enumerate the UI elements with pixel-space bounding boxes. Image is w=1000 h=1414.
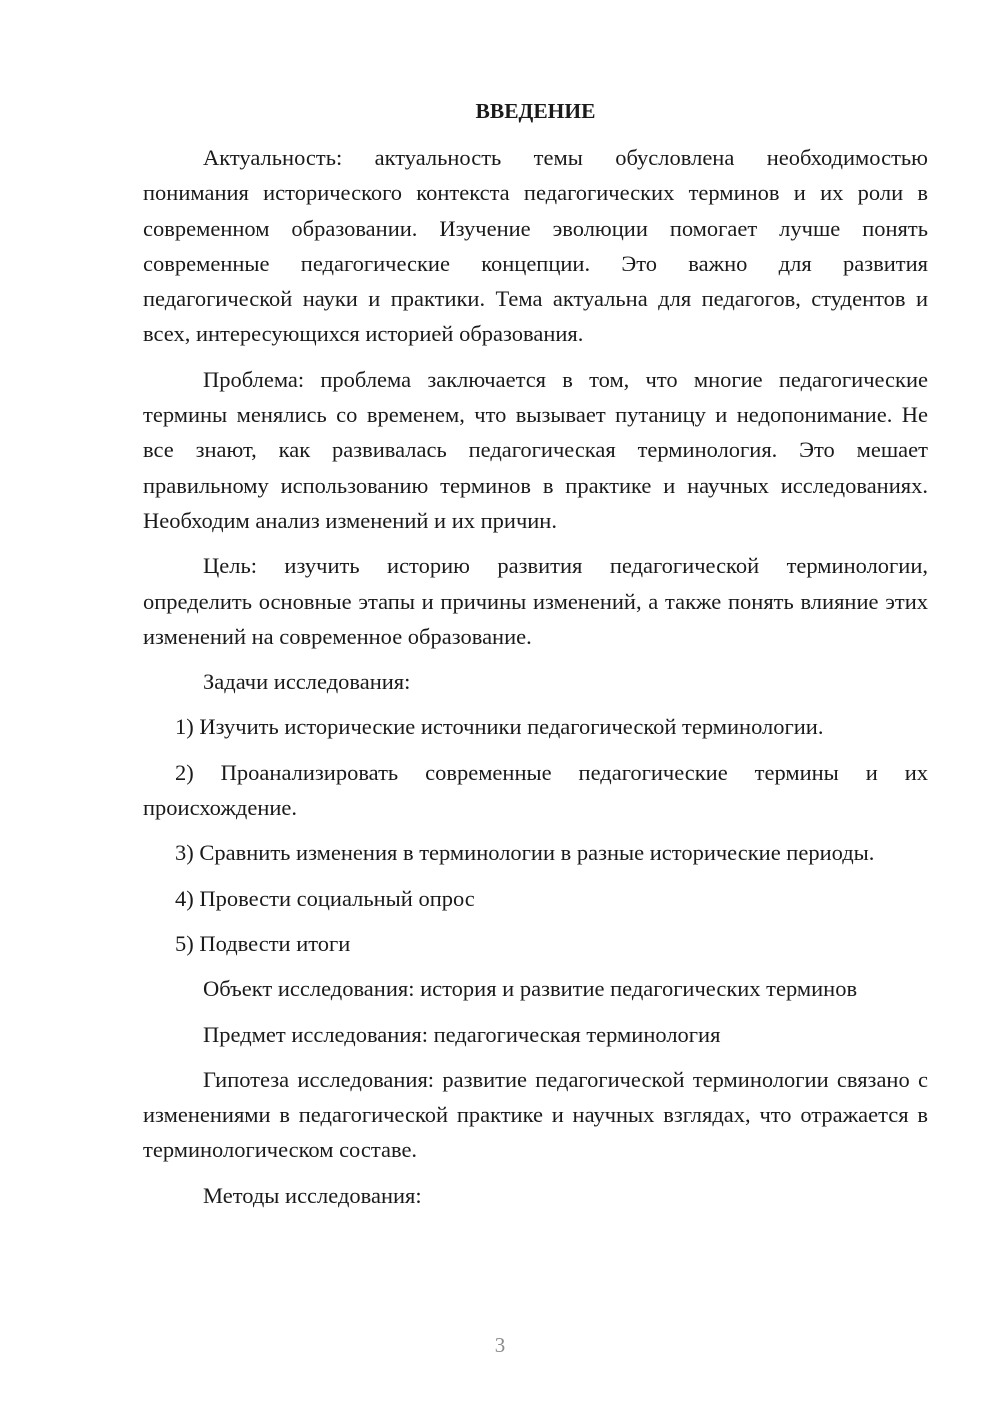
- relevance-paragraph: Актуальность: актуальность темы обусловлена необходимостью понимания исторического контекста педагогических терминов и их роли в современном образовании. Изучение эволюции помогает лучше понять современные педагогические концепции. Это важно для развития педагогической науки и практики. Тема актуальна для педагогов, студентов и всех, интересующихся историей образования.: [143, 145, 928, 347]
- document-page: [143, 94, 928, 1213]
- page-title: ВВЕДЕНИЕ: [475, 99, 596, 123]
- goal-paragraph: Цель: изучить историю развития педагогической терминологии, определить основные этапы и причины изменений, а также понять влияние этих изменений на современное образование.: [143, 553, 928, 649]
- hypothesis-paragraph: Гипотеза исследования: развитие педагогической терминологии связано с изменениями в педагогической практике и научных взглядах, что отражается в терминологическом составе.: [143, 1066, 928, 1163]
- task-item-4: 4) Провести социальный опрос: [175, 885, 475, 911]
- task-item-1: 1) Изучить исторические источники педагогической терминологии.: [175, 714, 824, 740]
- task-item-3: 3) Сравнить изменения в терминологии в разные исторические периоды.: [175, 840, 875, 866]
- problem-paragraph: Проблема: проблема заключается в том, что многие педагогические термины менялись со временем, что вызывает путаницу и недопонимание. Не все знают, как развивалась педагогическая терминология. Это мешает правильному использованию терминов в практике и научных исследованиях. Необходим анализ изменений и их причин.: [143, 366, 928, 533]
- research-object-paragraph: Объект исследования: история и развитие педагогических терминов: [203, 976, 858, 1002]
- task-item-5: 5) Подвести итоги: [175, 930, 351, 956]
- methods-paragraph: Методы исследования:: [203, 1182, 422, 1208]
- research-subject-paragraph: Предмет исследования: педагогическая терминология: [203, 1021, 721, 1047]
- tasks-heading: Задачи исследования:: [203, 669, 411, 695]
- page-number: 3: [494, 1333, 506, 1357]
- task-item-2: 2) Проанализировать современные педагогические термины и их происхождение.: [143, 759, 928, 821]
